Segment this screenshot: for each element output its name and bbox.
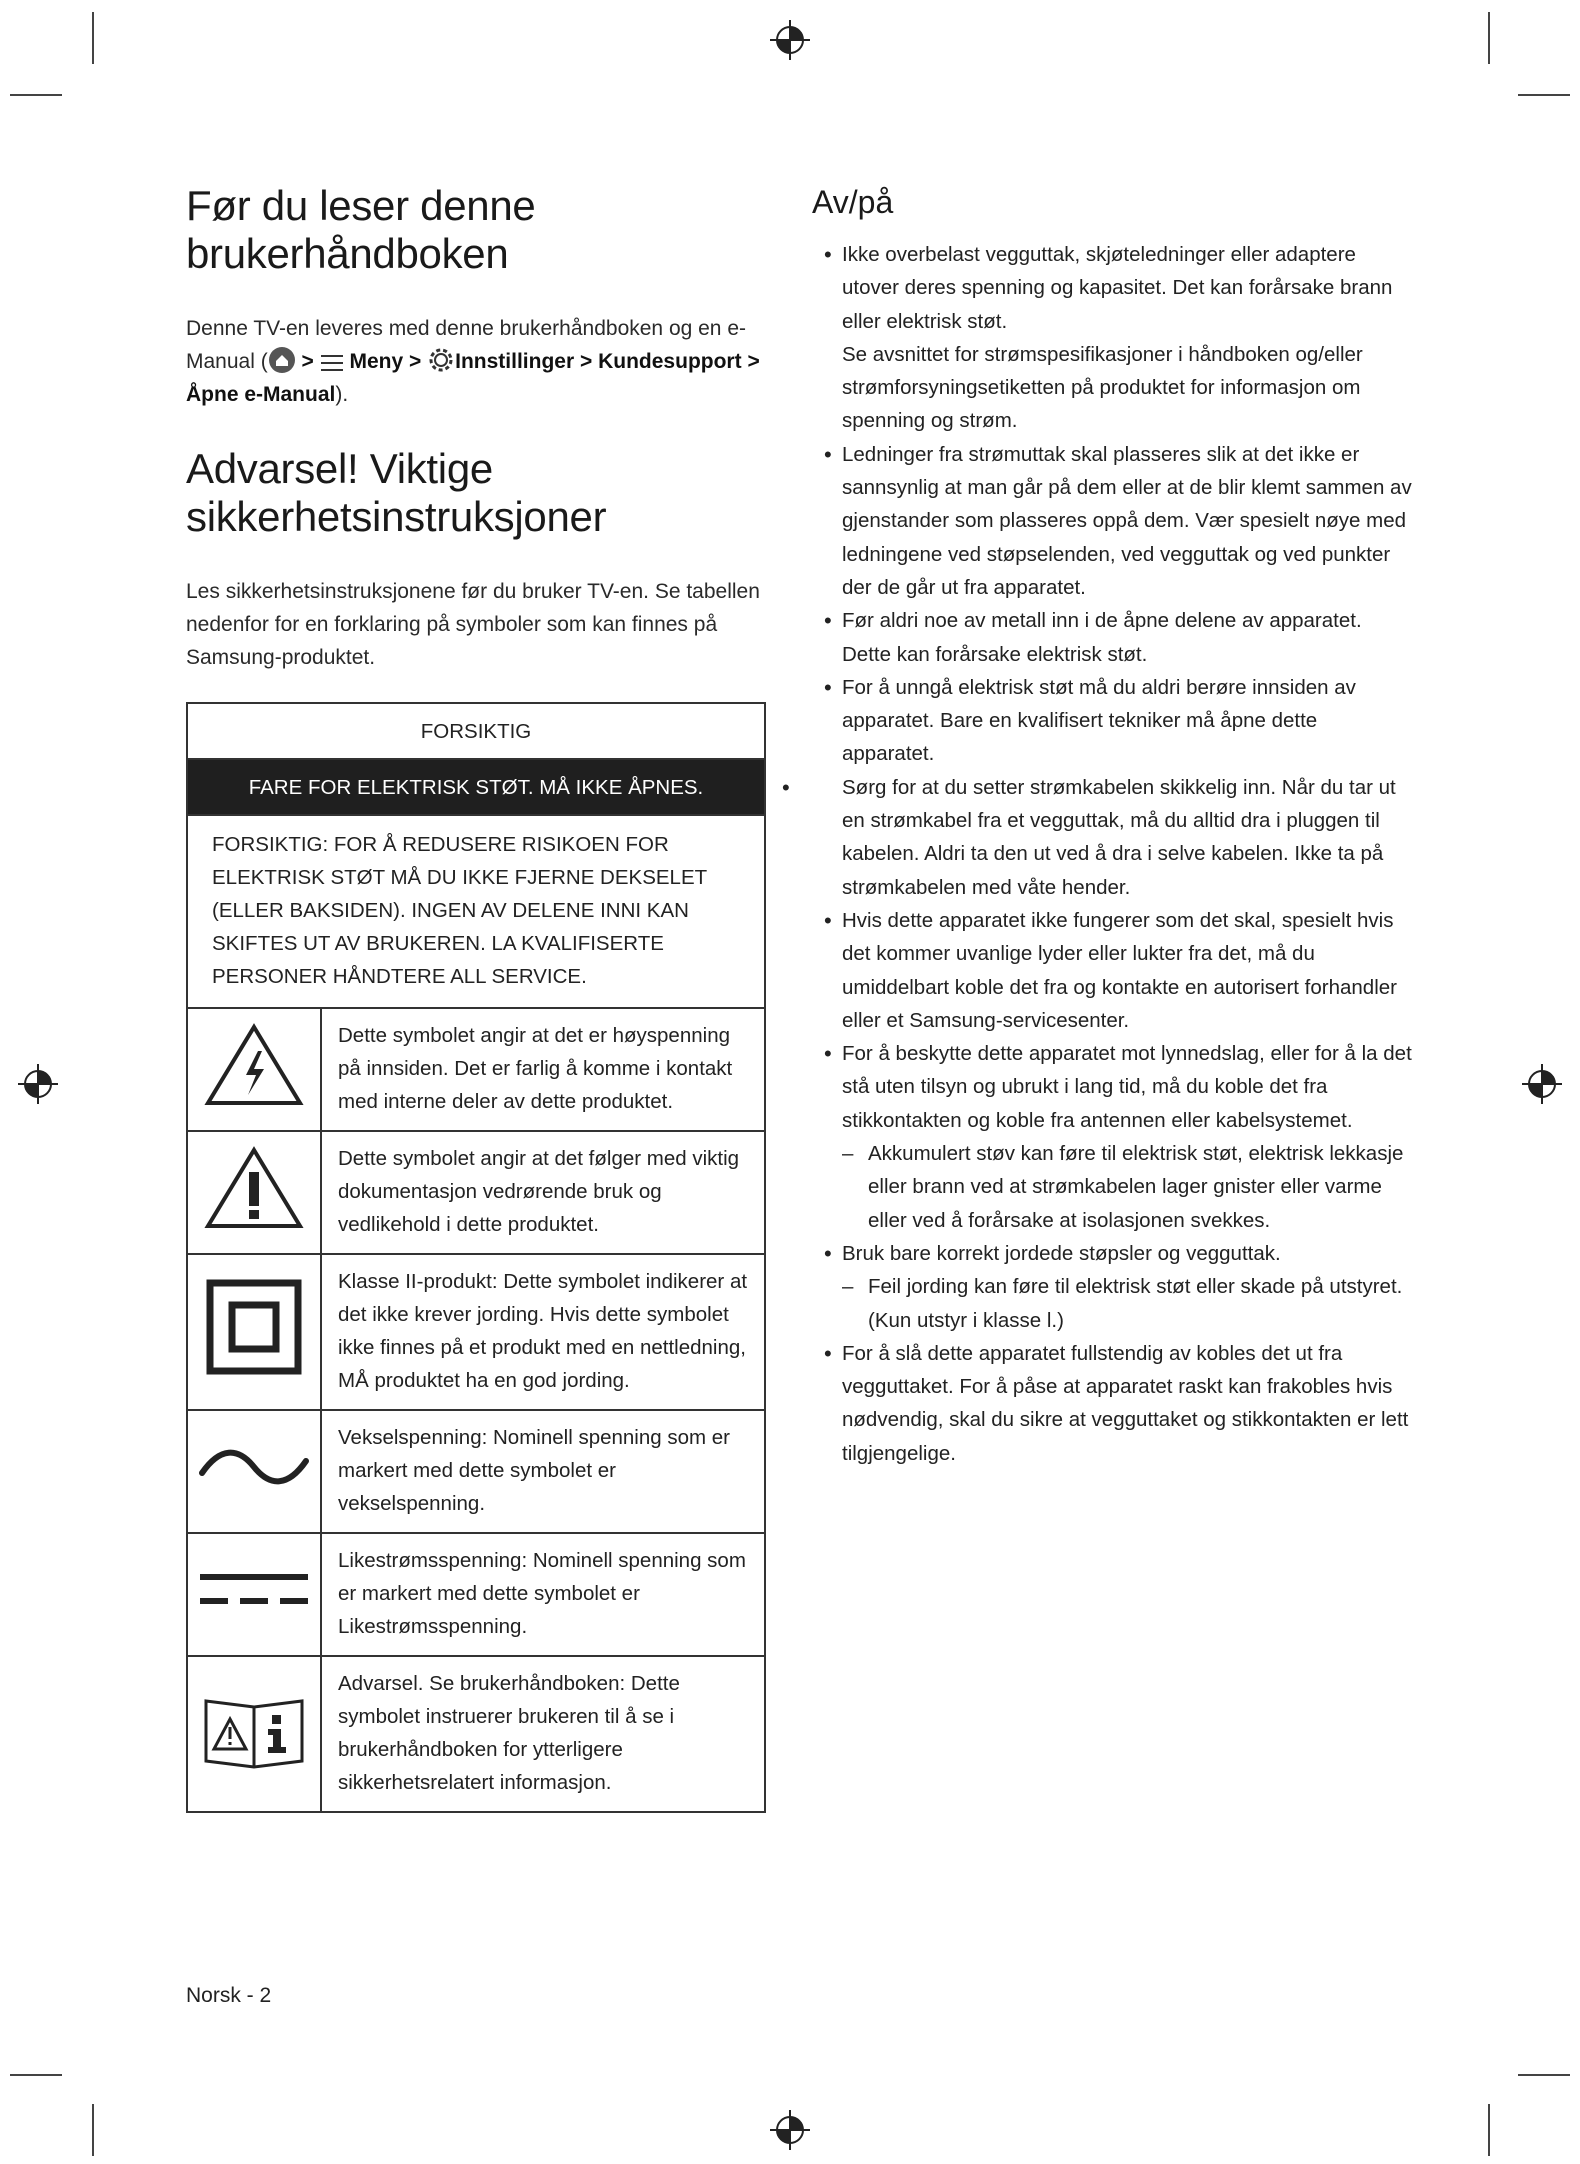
warning-title: Advarsel! Viktige sikkerhetsinstruksjoner	[186, 445, 607, 540]
sub-item: – Feil jording kan føre til elektrisk støt eller skade på utstyret. (Kun utstyr i klasse l.)	[812, 1270, 1412, 1337]
list-item: • Før aldri noe av metall inn i de åpne delene av apparatet. Dette kan forårsake elektrisk støt.	[812, 604, 1412, 671]
menu-label: Meny	[349, 350, 404, 373]
danger-banner: FARE FOR ELEKTRISK STØT. MÅ IKKE ÅPNES.	[187, 759, 765, 815]
table-row	[187, 1254, 765, 1410]
class-ii-icon	[206, 1279, 302, 1375]
table-row	[187, 1131, 765, 1254]
menu-sep: >	[747, 350, 760, 373]
registration-mark-icon	[768, 18, 812, 62]
menu-sep: >	[301, 350, 314, 373]
safety-symbol-table	[186, 702, 766, 1813]
symbol-description: Likestrømsspenning: Nominell spenning som er markert med dette symbolet er Likestrømsspenning.	[321, 1533, 765, 1656]
menu-sep: >	[580, 350, 593, 373]
crop-mark	[10, 94, 62, 96]
sub-item: – Akkumulert støv kan føre til elektrisk støt, elektrisk lekkasje eller brann ved at strømkabelen lager gnister eller varme eller ved å forårsake at isolasjonen svekkes.	[812, 1137, 1412, 1237]
intro-text: Denne TV-en leveres med denne brukerhåndboken og en e-Manual (	[186, 317, 746, 373]
crop-mark	[10, 2074, 62, 2076]
list-item: • Hvis dette apparatet ikke fungerer som det skal, spesielt hvis det kommer uvanlige lyder eller lukter fra det, må du umiddelbart koble det fra og kontakte en autorisert forhandler eller et Samsung-servicesenter.	[812, 904, 1412, 1037]
left-column	[186, 182, 766, 1813]
open-emanual-label: Åpne e-Manual	[186, 383, 336, 406]
warning-paragraph: Les sikkerhetsinstruksjonene før du bruker TV-en. Se tabellen nedenfor for en forklaring på symboler som kan finnes på Samsung-produktet.	[186, 580, 760, 669]
crop-mark	[1518, 94, 1570, 96]
crop-mark	[1488, 2104, 1490, 2156]
page-title: Før du leser denne brukerhåndboken	[186, 182, 536, 277]
symbol-description: Dette symbolet angir at det er høyspenning på innsiden. Det er farlig å komme i kontakt med interne deler av dette produktet.	[321, 1008, 765, 1131]
settings-label: Innstillinger	[455, 350, 575, 373]
menu-icon	[320, 352, 344, 374]
symbol-description: Klasse II-produkt: Dette symbolet indikerer at det ikke krever jording. Hvis dette symbolet ikke finnes på et produkt med en nettledning, MÅ produktet ha en god jording.	[321, 1254, 765, 1410]
caution-text: FORSIKTIG: FOR Å REDUSERE RISIKOEN FOR ELEKTRISK STØT MÅ DU IKKE FJERNE DEKSELET (ELLER BAKSIDEN). INGEN AV DELENE INNI KAN SKIFTES UT AV BRUKEREN. LA KVALIFISERTE PERSONER HÅNDTERE ALL SERVICE.	[187, 815, 765, 1008]
paren-close: ).	[335, 383, 349, 406]
section-title: Av/på	[812, 184, 894, 220]
home-icon	[268, 346, 296, 374]
list-item: • For å unngå elektrisk støt må du aldri berøre innsiden av apparatet. Bare en kvalifisert tekniker må åpne dette apparatet.	[812, 671, 1412, 771]
symbol-description: Advarsel. Se brukerhåndboken: Dette symbolet instruerer brukeren til å se i brukerhåndboken for ytterligere sikkerhetsrelatert informasjon.	[321, 1656, 765, 1812]
list-item-continuation: Se avsnittet for strømspesifikasjoner i håndboken og/eller strømforsyningsetiketten på produktet for informasjon om spenning og strøm.	[842, 342, 1363, 433]
caution-header: FORSIKTIG	[187, 703, 765, 759]
crop-mark	[92, 12, 94, 64]
list-item: • Bruk bare korrekt jordede støpsler og vegguttak.	[812, 1237, 1412, 1270]
table-row	[187, 1410, 765, 1533]
registration-mark-icon	[1520, 1062, 1564, 1106]
intro-paragraph	[186, 312, 766, 411]
menu-sep: >	[409, 350, 422, 373]
list-item: • For å beskytte dette apparatet mot lynnedslag, eller for å la det stå uten tilsyn og ubrukt i lang tid, må du koble det fra stikkontakten og koble fra antennen eller kabelsystemet.	[812, 1037, 1412, 1137]
power-safety-list	[812, 238, 1412, 1470]
support-label: Kundesupport	[598, 350, 742, 373]
crop-mark	[92, 2104, 94, 2156]
crop-mark	[1518, 2074, 1570, 2076]
list-item	[782, 771, 1412, 904]
high-voltage-icon	[204, 1023, 304, 1107]
registration-mark-icon	[768, 2108, 812, 2152]
list-item: • Ledninger fra strømuttak skal plasseres slik at det ikke er sannsynlig at man går på dem eller at de blir klemt sammen av gjenstander som plasseres oppå dem. Vær spesielt nøye med ledningene ved støpselenden, ved vegguttak og ved punkter der de går ut fra apparatet.	[812, 438, 1412, 604]
registration-mark-icon	[16, 1062, 60, 1106]
table-row	[187, 1656, 765, 1812]
ac-voltage-icon	[198, 1445, 310, 1489]
crop-mark	[1488, 12, 1490, 64]
page-number: Norsk - 2	[186, 1984, 272, 2007]
symbol-description: Vekselspenning: Nominell spenning som er markert med dette symbolet er vekselspenning.	[321, 1410, 765, 1533]
manual-info-icon	[202, 1687, 306, 1771]
exclamation-warning-icon	[204, 1146, 304, 1230]
table-row	[187, 1008, 765, 1131]
dc-voltage-icon	[198, 1568, 310, 1612]
table-row	[187, 1533, 765, 1656]
right-column	[812, 182, 1412, 1470]
list-item-text: • Sørg for at du setter strømkabelen skikkelig inn. Når du tar ut en strømkabel fra et vegguttak, må du alltid dra i pluggen til kabelen. Aldri ta den ut ved å dra i selve kabelen. Ikke ta på strømkabelen med våte hender.	[842, 775, 1396, 899]
gear-icon	[427, 346, 455, 374]
symbol-description: Dette symbolet angir at det følger med viktig dokumentasjon vedrørende bruk og vedlikehold i dette produktet.	[321, 1131, 765, 1254]
list-item: • Ikke overbelast vegguttak, skjøteledninger eller adaptere utover deres spenning og kapasitet. Det kan forårsake brann eller elektrisk støt.	[812, 238, 1412, 338]
list-item: • For å slå dette apparatet fullstendig av kobles det ut fra vegguttaket. For å påse at apparatet raskt kan frakobles hvis nødvendig, skal du sikre at vegguttaket og stikkontakten er lett tilgjengelige.	[812, 1337, 1412, 1470]
